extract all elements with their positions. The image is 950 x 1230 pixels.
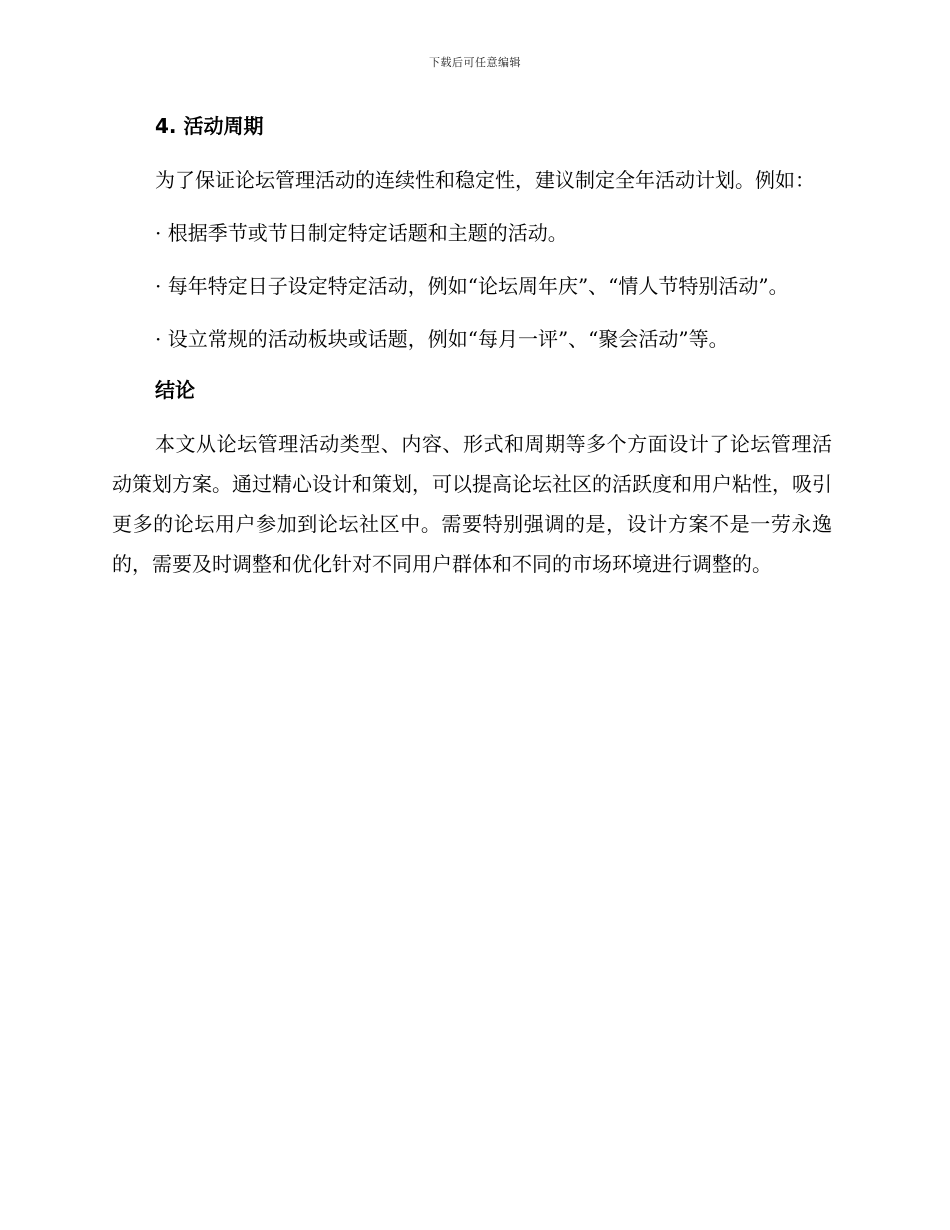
paragraph-cycle-intro: 为了保证论坛管理活动的连续性和稳定性，建议制定全年活动计划。例如：: [155, 168, 815, 192]
section-heading-conclusion: 结论: [155, 378, 195, 402]
section-heading-activity-cycle: 4. 活动周期: [155, 114, 264, 138]
bullet-item-seasonal: · 根据季节或节日制定特定话题和主题的活动。: [155, 221, 568, 245]
paragraph-conclusion: 本文从论坛管理活动类型、内容、形式和周期等多个方面设计了论坛管理活动策划方案。通过精心设计和策划，可以提高论坛社区的活跃度和用户粘性，吸引更多的论坛用户参加到论坛社区中。需要特别强调的是，设计方案不是一劳永逸的，需要及时调整和优化针对不同用户群体和不同的市场环境进行调整的。: [112, 432, 832, 576]
page-header: 下载后可任意编辑: [429, 56, 521, 69]
bullet-item-regular-boards: · 设立常规的活动板块或话题，例如“每月一评”、“聚会活动”等。: [155, 327, 729, 351]
document-body: [112, 108, 832, 597]
bullet-item-annual-days: · 每年特定日子设定特定活动，例如“论坛周年庆”、“情人节特别活动”。: [155, 274, 789, 298]
